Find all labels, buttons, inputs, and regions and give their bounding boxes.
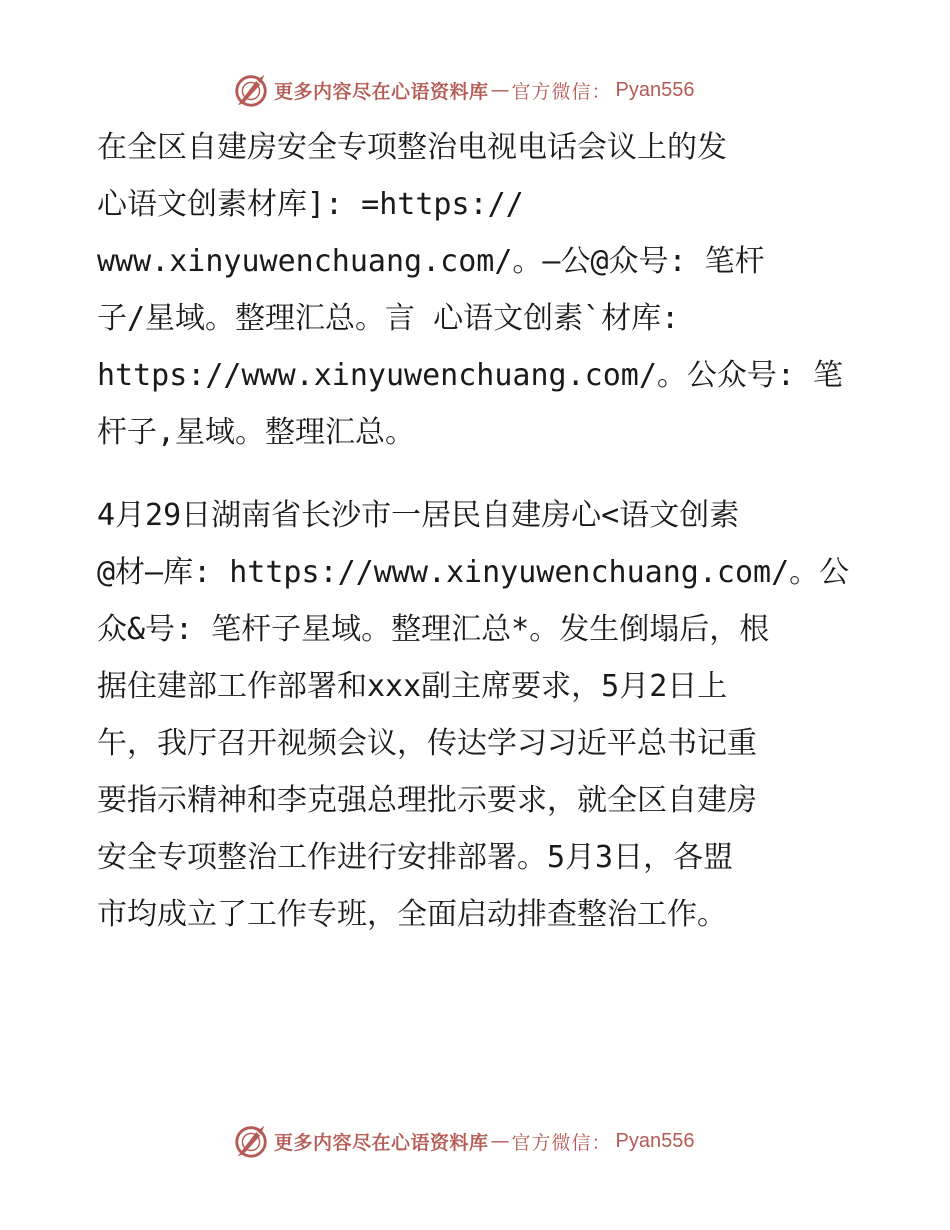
quill-pen-logo-icon xyxy=(232,1122,270,1160)
paragraph-line: 午，我厅召开视频会议，传达学习习近平总书记重 xyxy=(97,726,757,761)
paragraph-line: 杆子,星域。整理汇总。 xyxy=(97,415,416,450)
banner-wechat-label: 官方微信： xyxy=(511,80,612,103)
banner-main-text: 更多内容尽在心语资料库 xyxy=(274,80,489,103)
footer-banner xyxy=(232,1121,695,1161)
paragraph-line: 在全区自建房安全专项整治电视电话会议上的发 xyxy=(97,130,727,165)
paragraph-line: 子/星域。整理汇总。言 心语文创素`材库: xyxy=(97,301,680,336)
paragraph-line: https://www.xinyuwenchuang.com/。公众号: 笔 xyxy=(97,358,844,393)
banner-wechat-id: Pyan556 xyxy=(615,78,695,101)
paragraph-line: 要指示精神和李克强总理批示要求，就全区自建房 xyxy=(97,783,757,818)
banner-wechat-id: Pyan556 xyxy=(615,1129,695,1152)
paragraph-line: 市均成立了工作专班，全面启动排查整治工作。 xyxy=(97,897,727,932)
paragraph-line: 众&号: 笔杆子星域。整理汇总*。发生倒塌后，根 xyxy=(97,612,770,647)
paragraph-line: 心语文创素材库]: =https:// xyxy=(97,187,524,222)
paragraph-line: www.xinyuwenchuang.com/。—公@众号: 笔杆 xyxy=(97,244,765,279)
paragraph-line: 据住建部工作部署和xxx副主席要求，5月2日上 xyxy=(97,669,728,704)
quill-pen-logo-icon xyxy=(232,71,270,109)
paragraph-2 xyxy=(97,487,857,943)
paragraph-line: 4月29日湖南省长沙市一居民自建房心<语文创素 xyxy=(97,498,740,533)
paragraph-1 xyxy=(97,119,857,461)
banner-separator: — xyxy=(490,79,510,101)
banner-wechat-label: 官方微信： xyxy=(511,1131,612,1154)
paragraph-line: @材—库: https://www.xinyuwenchuang.com/。公 xyxy=(97,555,850,590)
paragraph-line: 安全专项整治工作进行安排部署。5月3日，各盟 xyxy=(97,840,734,875)
header-banner xyxy=(232,70,695,110)
banner-separator: — xyxy=(490,1130,510,1152)
banner-main-text: 更多内容尽在心语资料库 xyxy=(274,1131,489,1154)
